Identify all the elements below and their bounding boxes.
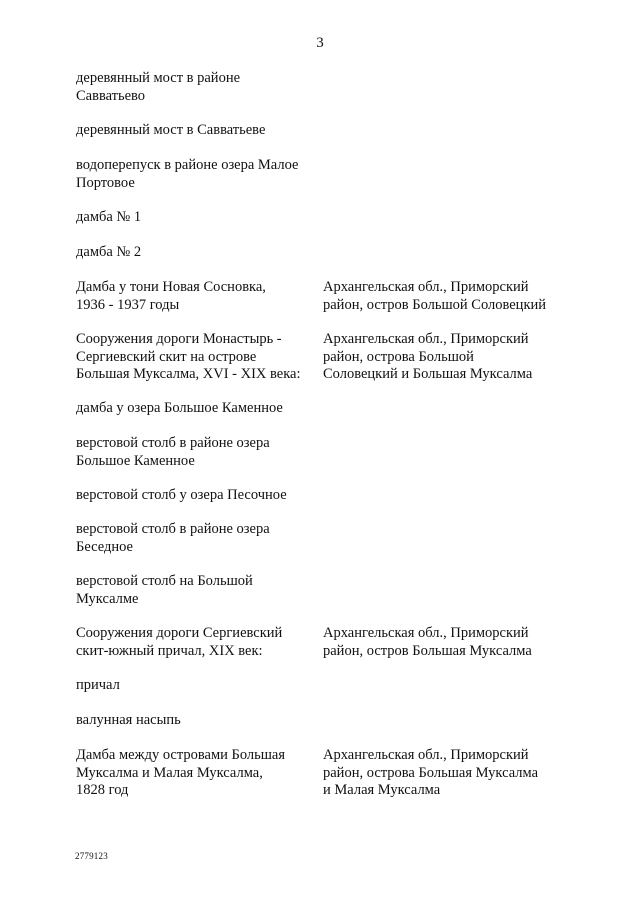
object-name-line: Сооружения дороги Монастырь - — [76, 331, 282, 347]
object-name — [76, 70, 312, 105]
object-name-line: Беседное — [76, 538, 133, 555]
object-name-line: 1936 - 1937 годы — [76, 296, 180, 313]
object-name — [76, 625, 312, 660]
object-name — [76, 279, 312, 314]
object-name-line: 1828 год — [76, 782, 129, 798]
object-name-line: дамба № 1 — [76, 209, 142, 225]
object-name-line: Сооружения дороги Сергиевский — [76, 625, 283, 641]
object-name — [76, 209, 312, 227]
object-name-line: Портовое — [76, 174, 135, 191]
object-name-line: Муксалма и Малая Муксалма, — [76, 764, 263, 781]
object-name-line: деревянный мост в Савватьеве — [76, 122, 266, 138]
object-location-line: и Малая Муксалма — [323, 782, 441, 798]
object-name — [76, 677, 312, 695]
object-name — [76, 435, 312, 470]
document-code: 2779123 — [75, 851, 108, 861]
object-location-line: Соловецкий и Большая Муксалма — [323, 366, 533, 382]
object-name-line: верстовой столб в районе озера — [76, 435, 270, 451]
object-name-line: Муксалме — [76, 590, 139, 607]
object-name-line: Дамба у тони Новая Сосновка, — [76, 279, 266, 295]
object-name — [76, 244, 312, 262]
object-location-line: Архангельская обл., Приморский — [323, 331, 529, 347]
object-name — [76, 487, 312, 505]
object-location — [323, 625, 623, 660]
object-name-line: валунная насыпь — [76, 712, 181, 728]
object-name — [76, 712, 312, 730]
object-location-line: район, остров Большая Муксалма — [323, 642, 532, 659]
object-location — [323, 747, 623, 800]
object-location-line: Архангельская обл., Приморский — [323, 279, 529, 295]
object-location-line: Архангельская обл., Приморский — [323, 625, 529, 641]
object-name — [76, 747, 312, 800]
object-location-line: район, острова Большой — [323, 348, 474, 365]
object-location-line: Архангельская обл., Приморский — [323, 747, 529, 763]
object-name — [76, 122, 312, 140]
object-name-line: Савватьево — [76, 87, 146, 104]
object-location — [323, 331, 623, 384]
object-name-line: верстовой столб на Большой — [76, 573, 253, 589]
object-location-line: район, острова Большая Муксалма — [323, 764, 539, 781]
object-name-line: причал — [76, 677, 120, 693]
object-name-line: скит-южный причал, XIX век: — [76, 642, 263, 659]
object-name — [76, 521, 312, 556]
object-name-line: Сергиевский скит на острове — [76, 348, 257, 365]
object-name-line: верстовой столб в районе озера — [76, 521, 270, 537]
object-name — [76, 331, 312, 384]
object-name — [76, 157, 312, 192]
page-number: 3 — [316, 35, 324, 51]
object-name-line: Дамба между островами Большая — [76, 747, 286, 763]
object-name-line: деревянный мост в районе — [76, 70, 241, 86]
object-name-line: водоперепуск в районе озера Малое — [76, 157, 299, 173]
object-name-line: дамба № 2 — [76, 244, 142, 260]
object-name — [76, 400, 312, 418]
object-name-line: дамба у озера Большое Каменное — [76, 400, 283, 416]
object-name-line: Большая Муксалма, XVI - XIX века: — [76, 366, 301, 382]
object-location — [323, 279, 623, 314]
object-name — [76, 573, 312, 608]
object-location-line: район, остров Большой Соловецкий — [323, 296, 547, 313]
object-name-line: Большое Каменное — [76, 452, 195, 469]
object-name-line: верстовой столб у озера Песочное — [76, 487, 287, 503]
